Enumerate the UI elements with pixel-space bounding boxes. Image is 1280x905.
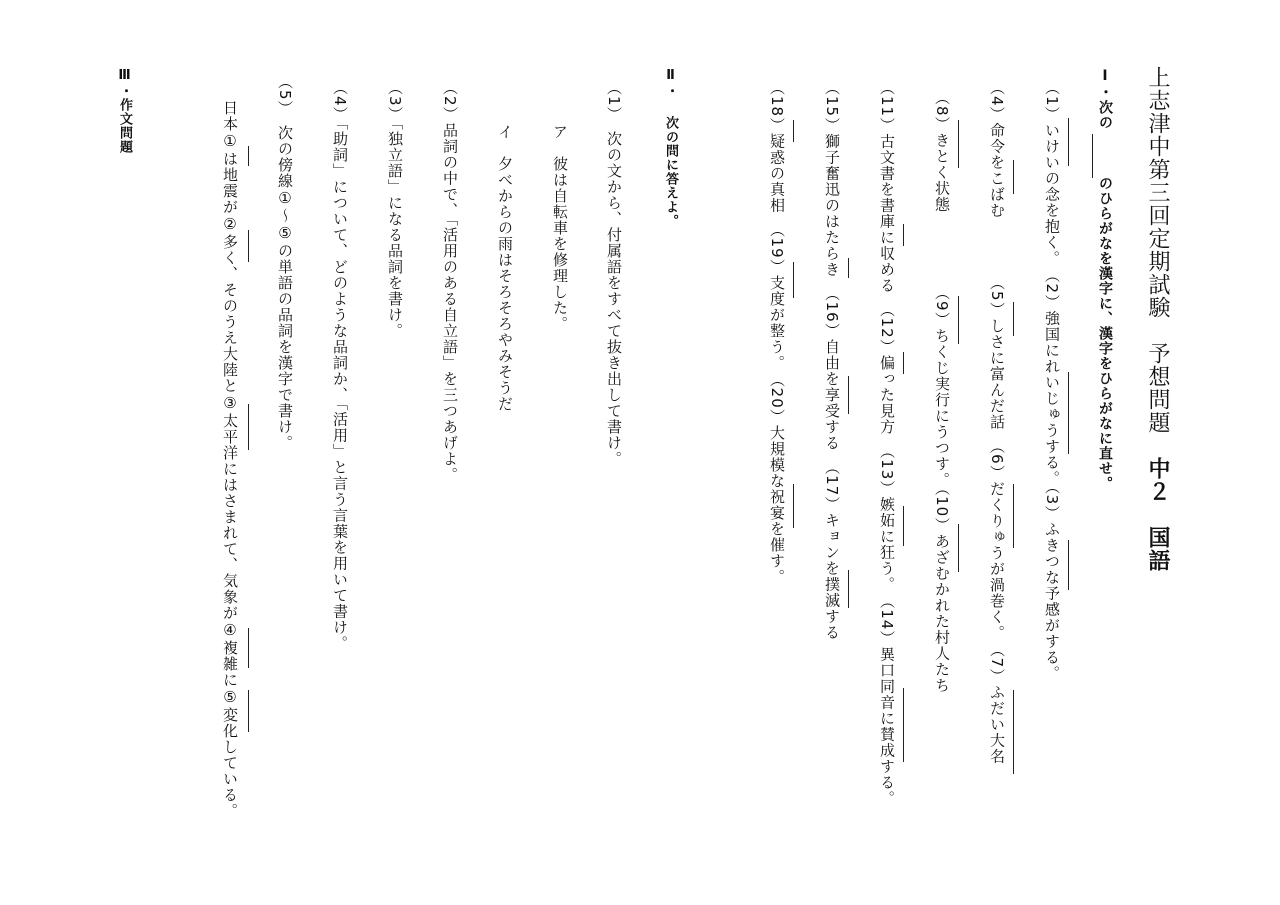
question-1-option-a: ア 彼は自転車を修理した。 bbox=[551, 124, 569, 332]
question-1: （1） 次の文から、付属語をすべて抜き出して書け。 bbox=[605, 80, 623, 468]
section3-header bbox=[118, 68, 131, 154]
underline-rule bbox=[958, 296, 959, 344]
section1-instruction-b: のひらがなを漢字に、漢字をひらがなに直せ。 bbox=[1097, 176, 1113, 491]
underline-rule bbox=[848, 258, 849, 278]
exam-title bbox=[1146, 66, 1168, 572]
section3-title: 作文問題 bbox=[117, 98, 132, 154]
underline-rule bbox=[793, 120, 794, 142]
section1-example-rule bbox=[1092, 134, 1093, 178]
title-grade-subject: 中２ 国語 bbox=[1145, 457, 1170, 572]
section1-header bbox=[1098, 68, 1112, 491]
underline-rule bbox=[1068, 118, 1069, 166]
section1-marker: Ⅰ・ bbox=[1097, 68, 1113, 100]
section1-row-4: （11）古文書を書庫に収める （12）偏った見方 （13）嫉妬に狂う。 （14）異口同音に賛成する。 bbox=[878, 80, 896, 807]
section1-instruction-a: 次の bbox=[1097, 100, 1113, 130]
underline-rule bbox=[793, 484, 794, 528]
underline-rule bbox=[1013, 690, 1014, 774]
underline-rule bbox=[903, 688, 904, 762]
underline-rule bbox=[248, 146, 249, 166]
title-text: 上志津中第三回定期試験 予想問題 bbox=[1145, 66, 1170, 457]
underline-rule bbox=[1068, 372, 1069, 454]
underline-rule bbox=[958, 120, 959, 168]
question-2: （2）品詞の中で、「活用のある自立語」を三つあげよ。 bbox=[441, 80, 459, 484]
underline-rule bbox=[793, 262, 794, 298]
underline-rule bbox=[1013, 302, 1014, 336]
question-3: （3）「独立語」になる品詞を書け。 bbox=[386, 80, 404, 340]
underline-rule bbox=[848, 570, 849, 608]
question-5: （5） 次の傍線①～⑤の単語の品詞を漢字で書け。 bbox=[276, 74, 294, 452]
section1-row-2: （4）命令をこばむ （5）しさに富んだ話 （6）だくりゅうが渦巻く。 （7）ふだい大名 bbox=[988, 80, 1006, 765]
question-4: （4）「助詞」について、どのような品詞か、「活用」と言う言葉を用いて書け。 bbox=[331, 80, 349, 652]
section2-marker: Ⅱ・ bbox=[663, 68, 678, 98]
underline-rule bbox=[958, 524, 959, 572]
underline-rule bbox=[903, 224, 904, 246]
section1-row-1: （1）いけいの念を抱く。 （2）強国にれいじゅうする。（3）ふきつな予感がする。 bbox=[1043, 80, 1061, 682]
underline-rule bbox=[248, 628, 249, 668]
question-1-option-b: イ 夕べからの雨はそろそろやみそうだ bbox=[496, 124, 514, 412]
underline-rule bbox=[903, 506, 904, 546]
section2-header bbox=[664, 68, 677, 228]
underline-rule bbox=[1013, 160, 1014, 194]
section1-row-3: （8）きとく状態 （9）ちくじ実行にうつす。（10）あざむかれた村人たち bbox=[933, 90, 951, 694]
underline-rule bbox=[248, 230, 249, 262]
section2-instruction: 次の問に答えよ。 bbox=[663, 116, 678, 228]
underline-rule bbox=[248, 690, 249, 732]
underline-rule bbox=[1013, 484, 1014, 548]
underline-rule bbox=[848, 376, 849, 414]
underline-rule bbox=[1068, 540, 1069, 590]
question-5-passage: 日本①は地震が②多く、そのうえ大陸と③太平洋にはさまれて、気象が④複雑に⑤変化している。 bbox=[221, 100, 239, 819]
section1-row-6: （18）疑惑の真相 （19）支度が整う。 （20）大規模な祝宴を催す。 bbox=[768, 80, 786, 585]
underline-rule bbox=[248, 404, 249, 450]
section1-row-5: （15）獅子奮迅のはたらき （16）自由を享受する （17）キョンを撲滅する bbox=[823, 80, 841, 641]
section3-marker: Ⅲ・ bbox=[117, 68, 132, 98]
underline-rule bbox=[903, 352, 904, 374]
